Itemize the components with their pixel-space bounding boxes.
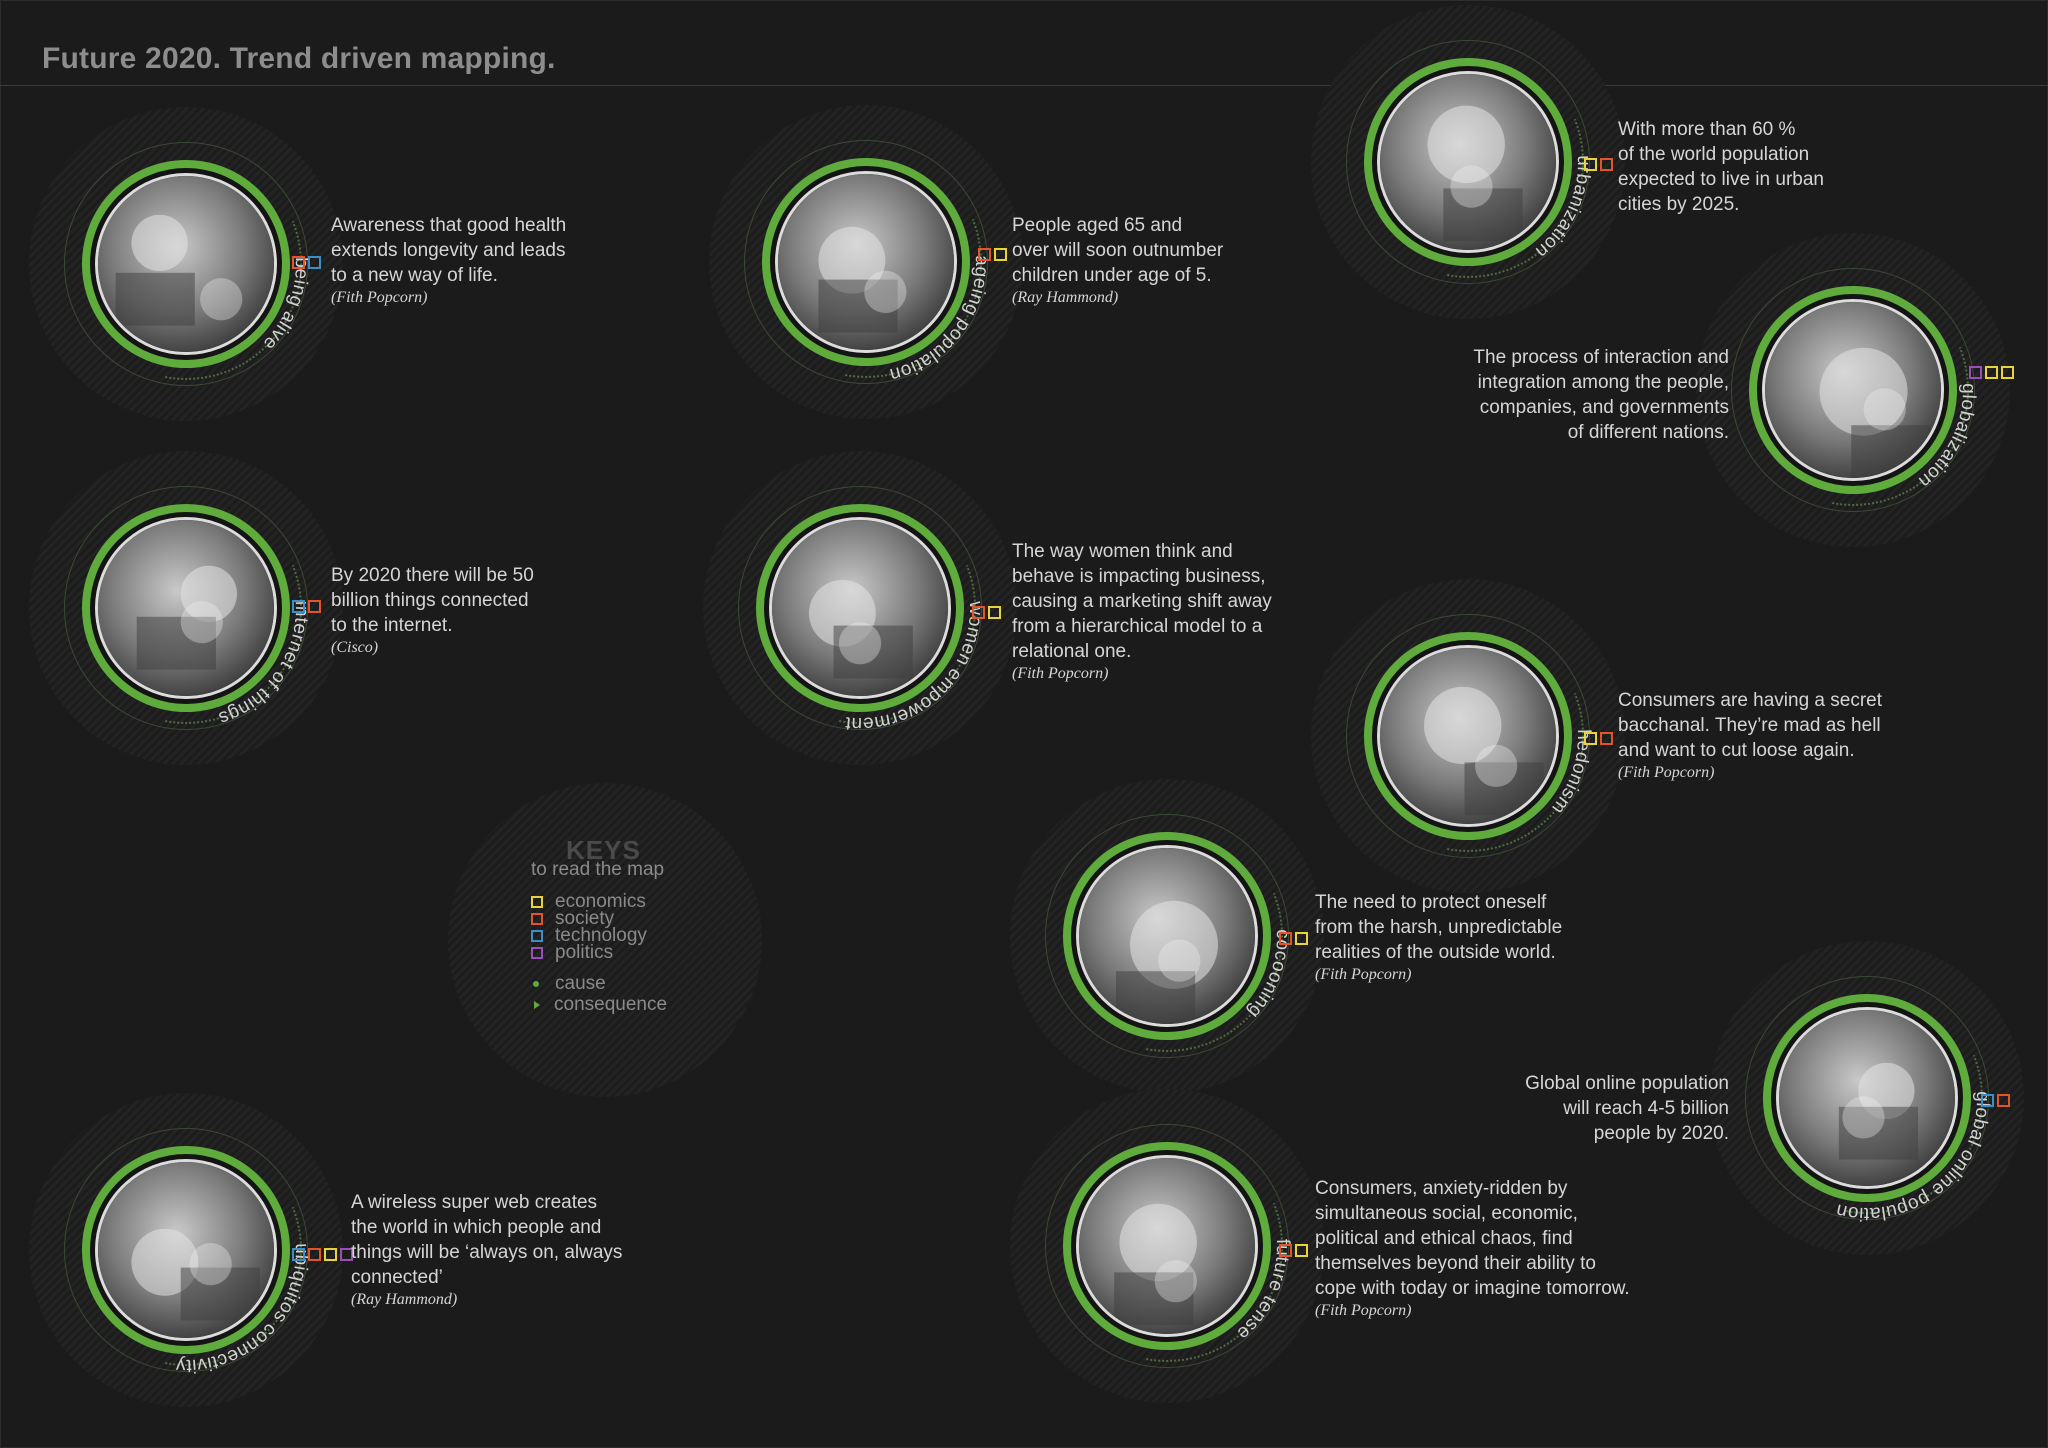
svg-text:ubiquitos connectivity: [175, 1243, 312, 1376]
legend-label: technology: [555, 924, 647, 946]
trend-description: [1473, 345, 1729, 445]
category-keys: [978, 248, 1007, 261]
technology-key-icon: [1981, 1094, 1994, 1107]
society-key-icon: [1279, 932, 1292, 945]
trend-arc-label: [1747, 978, 1994, 1225]
society-key-icon: [1600, 158, 1613, 171]
trend-label: ubiquitos connectivity: [175, 1243, 313, 1377]
legend-subtitle: to read the map: [531, 859, 665, 880]
economics-key-icon: [531, 896, 543, 908]
legend-label: cause: [555, 972, 606, 994]
trend-label: ageing population: [887, 255, 993, 386]
trend-description: [331, 563, 534, 658]
economics-key-icon: [1295, 1244, 1308, 1257]
technology-key-icon: [531, 930, 543, 942]
legend: [448, 783, 762, 1097]
society-key-icon: [292, 256, 305, 269]
page-title: Future 2020. Trend driven mapping.: [42, 42, 556, 75]
category-keys: [292, 600, 321, 613]
economics-key-icon: [1295, 932, 1308, 945]
svg-text:global online population: [1834, 1091, 1993, 1224]
trend-arc-label: [66, 488, 313, 729]
politics-key-icon: [531, 947, 543, 959]
category-keys: [1584, 158, 1613, 171]
trend-label: hedonism: [1547, 729, 1595, 819]
society-key-icon: [1997, 1094, 2010, 1107]
description-text: With more than 60 % of the world population expected to live in urban cities by 2025.: [1618, 119, 1824, 215]
trend-label: being alive: [258, 257, 313, 355]
legend-list: [531, 890, 668, 1015]
society-key-icon: [1279, 1244, 1292, 1257]
category-keys: [1969, 366, 2014, 379]
economics-key-icon: [2001, 366, 2014, 379]
description-source: (Fith Popcorn): [1315, 966, 1412, 983]
description-source: (Fith Popcorn): [1315, 1302, 1412, 1319]
category-keys: [1279, 932, 1308, 945]
society-key-icon: [1600, 732, 1613, 745]
svg-text:internet of things: [216, 601, 312, 729]
category-keys: [972, 606, 1001, 619]
trend-description: [1315, 1176, 1630, 1321]
description-text: By 2020 there will be 50 billion things connected to the internet.: [331, 565, 534, 636]
trend-label: global online population: [1833, 1091, 1994, 1225]
trend-arc-label: [740, 488, 987, 735]
society-key-icon: [972, 606, 985, 619]
trend-arc-label: [1047, 816, 1294, 1056]
description-text: Global online population will reach 4-5 billion people by 2020.: [1525, 1073, 1729, 1144]
description-source: (Fith Popcorn): [1012, 665, 1109, 682]
consequence-arrow-icon: [534, 1001, 540, 1009]
legend-item-consequence: [531, 994, 667, 1015]
society-key-icon: [308, 600, 321, 613]
trend-arc-label: [1733, 270, 1980, 510]
description-source: (Cisco): [331, 639, 379, 656]
description-text: Consumers are having a secret bacchanal. They’re mad as hell and want to cut loose again.: [1618, 690, 1883, 761]
category-keys: [1584, 732, 1613, 745]
society-key-icon: [531, 913, 543, 925]
trend-arc-label: [66, 1130, 313, 1377]
legend-label: politics: [555, 941, 614, 963]
trend-description: [1315, 890, 1562, 985]
society-key-icon: [308, 1248, 321, 1261]
description-text: A wireless super web creates the world in which people and things will be ‘always on, always connected’: [351, 1192, 623, 1288]
trend-label: future tense: [1232, 1238, 1294, 1344]
description-source: (Fith Popcorn): [331, 289, 428, 306]
trend-arc-label: [1348, 616, 1595, 856]
economics-key-icon: [1584, 158, 1597, 171]
economics-key-icon: [1985, 366, 1998, 379]
society-key-icon: [978, 248, 991, 261]
trend-description: [1618, 117, 1824, 217]
description-text: People aged 65 and over will soon outnumber children under age of 5.: [1012, 215, 1224, 286]
trend-description: [1012, 539, 1272, 684]
trend-arc-label: [66, 144, 313, 384]
trend-label: cocooning: [1243, 928, 1294, 1023]
cause-dot-icon: [533, 981, 539, 987]
economics-key-icon: [1584, 732, 1597, 745]
trend-arc-label: [746, 142, 993, 386]
description-source: (Fith Popcorn): [1618, 764, 1715, 781]
svg-text:urbanization: [1531, 155, 1594, 262]
politics-key-icon: [1969, 366, 1982, 379]
technology-key-icon: [292, 600, 305, 613]
svg-text:being alive: [259, 257, 312, 354]
technology-key-icon: [292, 1248, 305, 1261]
technology-key-icon: [308, 256, 321, 269]
trend-label: women empowerment: [844, 601, 987, 735]
description-text: The process of interaction and integration among the people, companies, and governments of different nations.: [1473, 347, 1729, 443]
category-keys: [1981, 1094, 2010, 1107]
legend-item-politics: [531, 941, 667, 963]
trend-label: urbanization: [1531, 155, 1595, 263]
description-source: (Ray Hammond): [351, 1291, 458, 1308]
svg-text:women empowerment: [844, 600, 986, 734]
category-keys: [292, 1248, 353, 1261]
economics-key-icon: [988, 606, 1001, 619]
description-text: Awareness that good health extends longevity and leads to a new way of life.: [331, 215, 567, 286]
trend-label: globalization: [1914, 383, 1980, 492]
legend-label: society: [555, 907, 615, 929]
economics-key-icon: [994, 248, 1007, 261]
trend-label: internet of things: [215, 600, 313, 729]
description-text: Consumers, anxiety-ridden by simultaneous social, economic, political and ethical chaos, find themselves beyond their ability to cope with today or imagine tomorrow.: [1315, 1178, 1630, 1299]
legend-item-cause: [531, 973, 667, 994]
trend-description: [331, 213, 566, 308]
category-keys: [292, 256, 321, 269]
trend-description: [1012, 213, 1223, 308]
svg-text:ageing population: [887, 255, 992, 385]
category-keys: [1279, 1244, 1308, 1257]
svg-text:globalization: [1914, 383, 1979, 492]
title-divider: [0, 85, 2048, 86]
trend-description: [1618, 688, 1882, 783]
economics-key-icon: [324, 1248, 337, 1261]
legend-title: KEYS: [566, 835, 641, 865]
description-text: The way women think and behave is impacting business, causing a marketing shift away from a hierarchical model to a relational one.: [1012, 541, 1272, 662]
description-text: The need to protect oneself from the harsh, unpredictable realities of the outside world.: [1315, 892, 1563, 963]
legend-label: consequence: [554, 993, 668, 1015]
trend-description: [1525, 1071, 1729, 1146]
description-source: (Ray Hammond): [1012, 289, 1119, 306]
trend-arc-label: [1047, 1126, 1294, 1366]
trend-arc-label: [1348, 42, 1595, 282]
trend-description: [351, 1190, 622, 1310]
legend-label: economics: [555, 890, 646, 912]
